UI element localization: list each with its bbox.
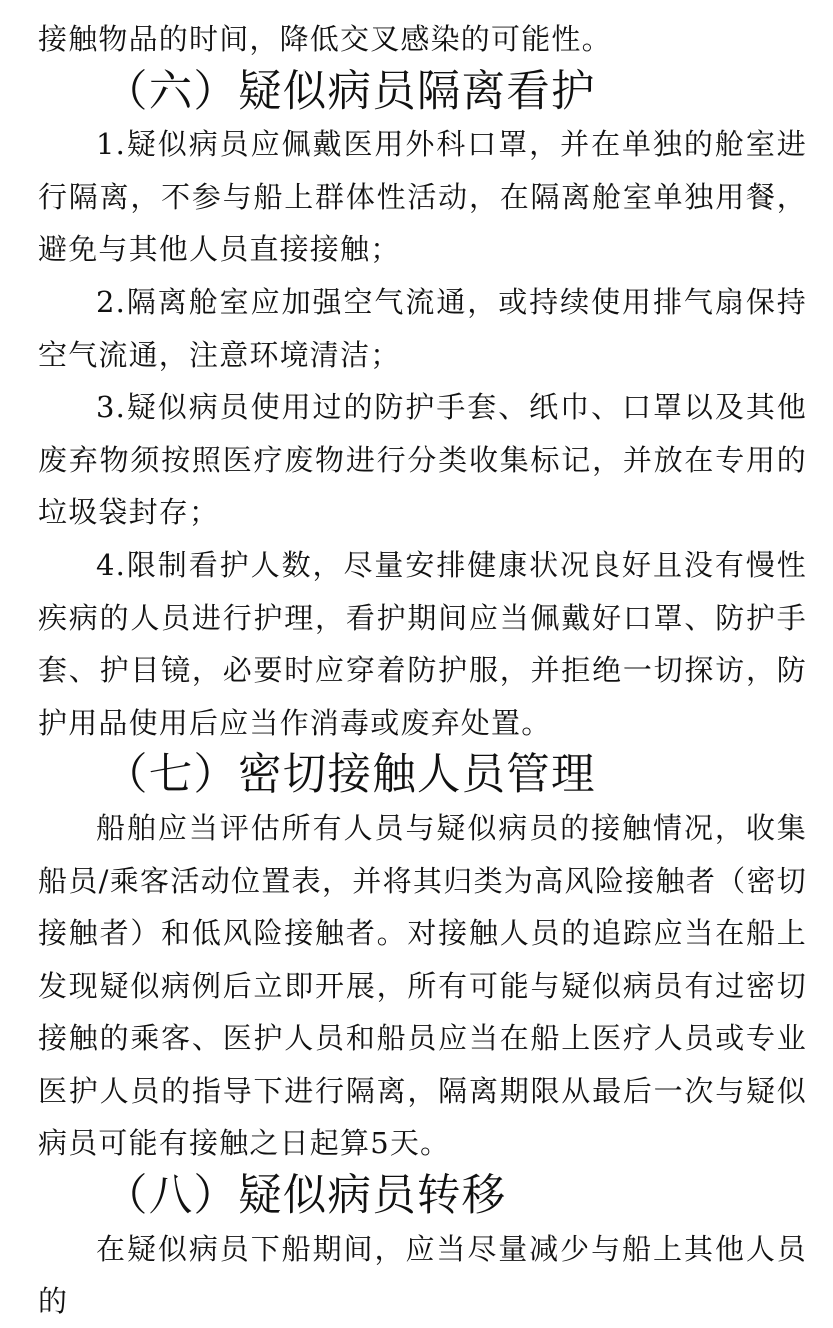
section-heading-7: （七）密切接触人员管理 (104, 750, 596, 801)
paragraph-item-2: 2.隔离舱室应加强空气流通，或持续使用排气扇保持空气流通，注意环境清洁； (38, 284, 807, 372)
paragraph-continuation: 接触物品的时间，降低交叉感染的可能性。 (38, 22, 612, 56)
paragraph-transfer: 在疑似病员下船期间，应当尽量减少与船上其他人员的 (38, 1231, 807, 1319)
section-heading-6: （六）疑似病员隔离看护 (104, 66, 596, 117)
paragraph-close-contact: 船舶应当评估所有人员与疑似病员的接触情况，收集船员/乘客活动位置表，并将其归类为高风险接触者（密切接触者）和低风险接触者。对接触人员的追踪应当在船上发现疑似病例后立即开展，所有可能与疑似病员有过密切接触的乘客、医护人员和船员应当在船上医疗人员或专业医护人员的指导下进行隔离，隔离期限从最后一次与疑似病员可能有接触之日起算5天。 (38, 810, 807, 1161)
paragraph-item-3: 3.疑似病员使用过的防护手套、纸巾、口罩以及其他废弃物须按照医疗废物进行分类收集标记，并放在专用的垃圾袋封存； (38, 390, 807, 530)
paragraph-item-4: 4.限制看护人数，尽量安排健康状况良好且没有慢性疾病的人员进行护理，看护期间应当佩戴好口罩、防护手套、护目镜，必要时应穿着防护服，并拒绝一切探访，防护用品使用后应当作消毒或废弃处置。 (38, 547, 807, 740)
section-heading-8: （八）疑似病员转移 (104, 1171, 507, 1222)
paragraph-item-1: 1.疑似病员应佩戴医用外科口罩，并在单独的舱室进行隔离，不参与船上群体性活动，在隔离舱室单独用餐，避免与其他人员直接接触； (38, 127, 807, 267)
